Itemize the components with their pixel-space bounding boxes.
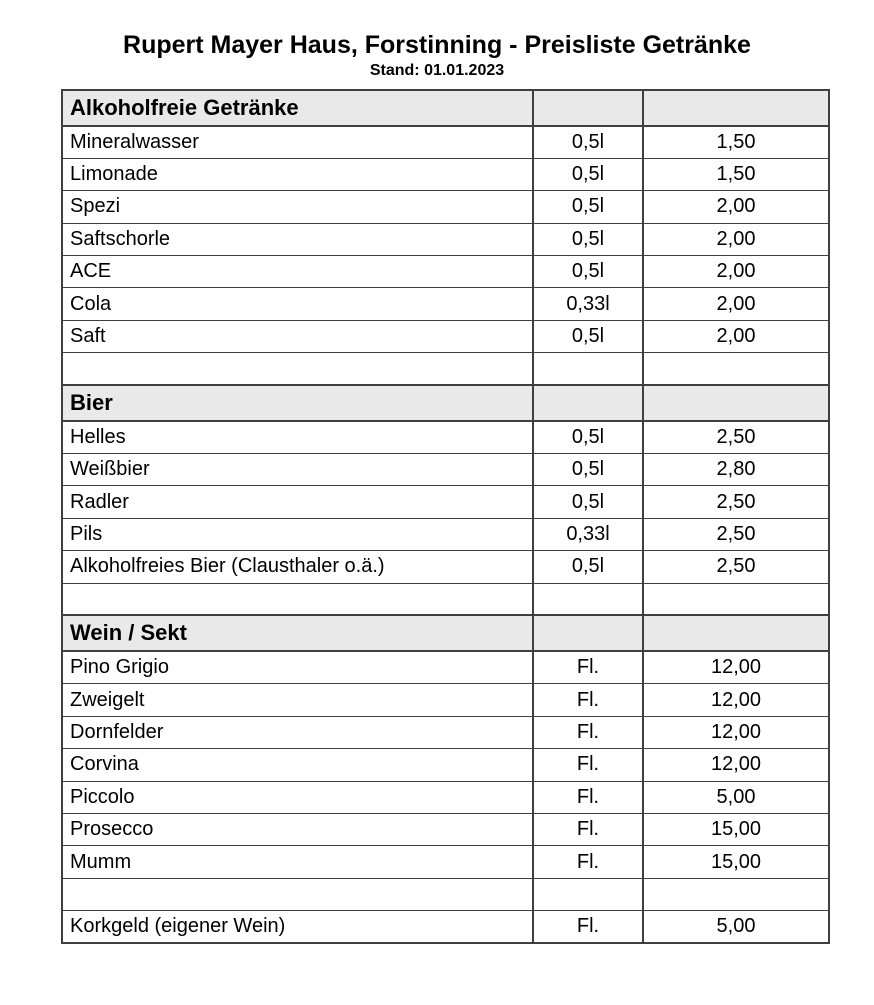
price-row [62,223,829,255]
price-row [62,454,829,486]
price-row [62,813,829,845]
section-title: Bier [62,385,533,421]
item-size: 0,33l [533,518,643,550]
item-price: 2,00 [643,191,829,223]
item-size: 0,5l [533,126,643,158]
price-row [62,749,829,781]
item-name: Cola [62,288,533,320]
item-size: 0,5l [533,320,643,352]
document-date: Stand: 01.01.2023 [369,62,505,79]
price-row [62,256,829,288]
price-row [62,518,829,550]
spacer-row [62,583,829,615]
empty-cell [533,385,643,421]
price-row [62,288,829,320]
price-row [62,320,829,352]
section-header-row [62,90,829,126]
item-name: Piccolo [62,781,533,813]
item-price: 2,50 [643,486,829,518]
empty-cell [62,353,533,385]
spacer-row [62,353,829,385]
section-title: Wein / Sekt [62,615,533,651]
item-name: ACE [62,256,533,288]
item-size: 0,5l [533,421,643,453]
item-price: 15,00 [643,813,829,845]
item-size: Fl. [533,911,643,943]
item-price: 5,00 [643,781,829,813]
price-row [62,486,829,518]
item-name: Korkgeld (eigener Wein) [62,911,533,943]
item-price: 12,00 [643,749,829,781]
item-size: Fl. [533,684,643,716]
item-size: Fl. [533,781,643,813]
item-name: Radler [62,486,533,518]
item-name: Mineralwasser [62,126,533,158]
empty-cell [62,583,533,615]
price-row [62,781,829,813]
price-row [62,421,829,453]
price-row [62,684,829,716]
item-name: Spezi [62,191,533,223]
item-size: Fl. [533,846,643,878]
section-header-row [62,385,829,421]
item-price: 5,00 [643,911,829,943]
item-size: 0,5l [533,191,643,223]
item-name: Limonade [62,158,533,190]
empty-cell [643,353,829,385]
item-size: 0,5l [533,551,643,583]
item-size: Fl. [533,716,643,748]
empty-cell [533,615,643,651]
item-size: 0,5l [533,223,643,255]
item-name: Saft [62,320,533,352]
item-price: 2,80 [643,454,829,486]
item-name: Pino Grigio [62,651,533,683]
empty-cell [533,90,643,126]
item-name: Dornfelder [62,716,533,748]
item-name: Mumm [62,846,533,878]
item-price: 1,50 [643,126,829,158]
item-price: 2,50 [643,551,829,583]
item-size: 0,5l [533,486,643,518]
empty-cell [533,583,643,615]
item-name: Pils [62,518,533,550]
item-price: 2,50 [643,518,829,550]
item-name: Zweigelt [62,684,533,716]
item-size: 0,33l [533,288,643,320]
item-price: 2,00 [643,223,829,255]
price-row [62,716,829,748]
item-size: Fl. [533,749,643,781]
item-size: 0,5l [533,454,643,486]
empty-cell [533,353,643,385]
item-name: Corvina [62,749,533,781]
price-row [62,911,829,943]
item-price: 1,50 [643,158,829,190]
item-price: 12,00 [643,651,829,683]
item-name: Weißbier [62,454,533,486]
item-name: Saftschorle [62,223,533,255]
item-name: Alkoholfreies Bier (Clausthaler o.ä.) [62,551,533,583]
empty-cell [643,615,829,651]
item-name: Prosecco [62,813,533,845]
price-table [61,89,830,944]
item-price: 2,00 [643,256,829,288]
price-row [62,126,829,158]
page-title: Rupert Mayer Haus, Forstinning - Preisliste Getränke [123,31,751,59]
item-size: 0,5l [533,256,643,288]
price-row [62,651,829,683]
price-row [62,846,829,878]
item-price: 12,00 [643,716,829,748]
empty-cell [643,878,829,910]
section-title: Alkoholfreie Getränke [62,90,533,126]
price-table-body [62,90,829,943]
section-header-row [62,615,829,651]
empty-cell [643,385,829,421]
empty-cell [62,878,533,910]
item-price: 2,50 [643,421,829,453]
price-row [62,158,829,190]
price-row [62,551,829,583]
item-price: 12,00 [643,684,829,716]
item-price: 2,00 [643,320,829,352]
item-size: 0,5l [533,158,643,190]
empty-cell [643,90,829,126]
item-price: 2,00 [643,288,829,320]
item-size: Fl. [533,651,643,683]
empty-cell [533,878,643,910]
item-name: Helles [62,421,533,453]
item-price: 15,00 [643,846,829,878]
empty-cell [643,583,829,615]
document-page [0,30,874,1005]
item-size: Fl. [533,813,643,845]
price-row [62,191,829,223]
spacer-row [62,878,829,910]
